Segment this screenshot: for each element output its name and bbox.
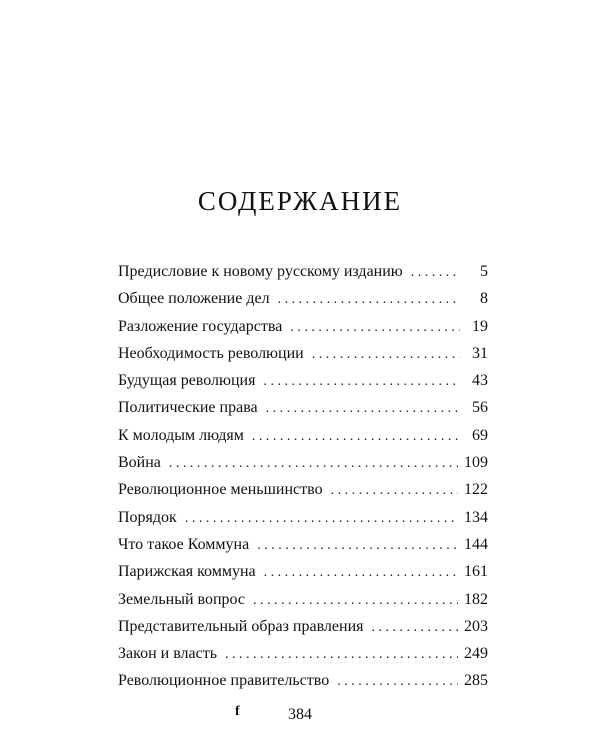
toc-entry-page: 249 [464,645,488,663]
toc-dot-leader [371,614,458,641]
toc-entry-title: Война [118,454,161,472]
toc-dot-leader [290,314,460,341]
toc-dot-leader [264,559,458,586]
toc-dot-leader [225,641,458,668]
page-title: СОДЕРЖАНИЕ [197,186,403,216]
toc-entry-title: Будущая революция [118,372,256,390]
toc-dot-leader [169,450,458,477]
toc-entry-page: 182 [464,590,488,608]
toc-entry-title: Необходимость революции [118,344,304,362]
toc-dot-leader [263,368,460,395]
printer-mark: f [235,704,240,719]
toc-dot-leader [411,259,460,286]
toc-entry-title: Представительный образ правления [118,617,364,635]
toc-entry [118,394,488,421]
toc-entry-title: Предисловие к новому русскому изданию [118,263,403,280]
toc-entry [118,340,488,367]
toc-entry-page: 144 [464,535,488,553]
toc-dot-leader [337,668,458,695]
toc-entry-title: Что такое Коммуна [118,535,250,553]
toc-entry-page: 31 [472,344,488,362]
toc-entry-title: Порядок [118,508,177,526]
toc-entry-title: Земельный вопрос [118,590,246,608]
toc-entry-page: 56 [472,399,488,417]
toc-dot-leader [253,587,458,614]
toc-entry-page: 69 [472,426,488,444]
toc-entry-page: 122 [464,481,488,499]
toc-entry [118,367,488,394]
toc-entry [118,640,488,667]
toc-entry [118,586,488,613]
toc-entry [118,476,488,503]
toc-entry-title: Политические права [118,399,258,417]
toc-entry-page: 203 [464,617,488,635]
toc-entry [118,449,488,476]
toc-entry-page: 19 [472,317,488,335]
toc-entry [118,613,488,640]
toc-entry-title: Революционное меньшинство [118,481,323,499]
toc-entry [118,531,488,558]
page-number: 384 [288,706,312,723]
toc-entry [118,258,488,285]
toc-entry-title: Разложение государства [118,317,283,335]
toc-dot-leader [331,477,458,504]
toc-entry [118,667,488,694]
toc-entry-title: Парижская коммуна [118,563,256,581]
toc-entry [118,285,488,312]
table-of-contents [118,258,488,695]
toc-entry [118,504,488,531]
toc-entry-title: Общее положение дел [118,290,270,308]
toc-entry-page: 5 [480,263,488,280]
toc-dot-leader [278,286,460,313]
toc-dot-leader [257,532,458,559]
toc-entry [118,558,488,585]
toc-entry-title: К молодым людям [118,426,244,444]
toc-entry [118,313,488,340]
toc-entry-page: 43 [472,372,488,390]
toc-entry-page: 161 [464,563,488,581]
toc-entry-title: Закон и власть [118,645,218,663]
toc-entry-title: Революционное правительство [118,672,330,690]
toc-entry-page: 8 [480,290,488,308]
toc-entry-page: 109 [464,454,488,472]
toc-dot-leader [312,341,460,368]
toc-entry-page: 285 [464,672,488,690]
toc-dot-leader [252,423,460,450]
toc-entry [118,422,488,449]
toc-dot-leader [185,505,458,532]
toc-dot-leader [266,395,460,422]
toc-entry-page: 134 [464,508,488,526]
